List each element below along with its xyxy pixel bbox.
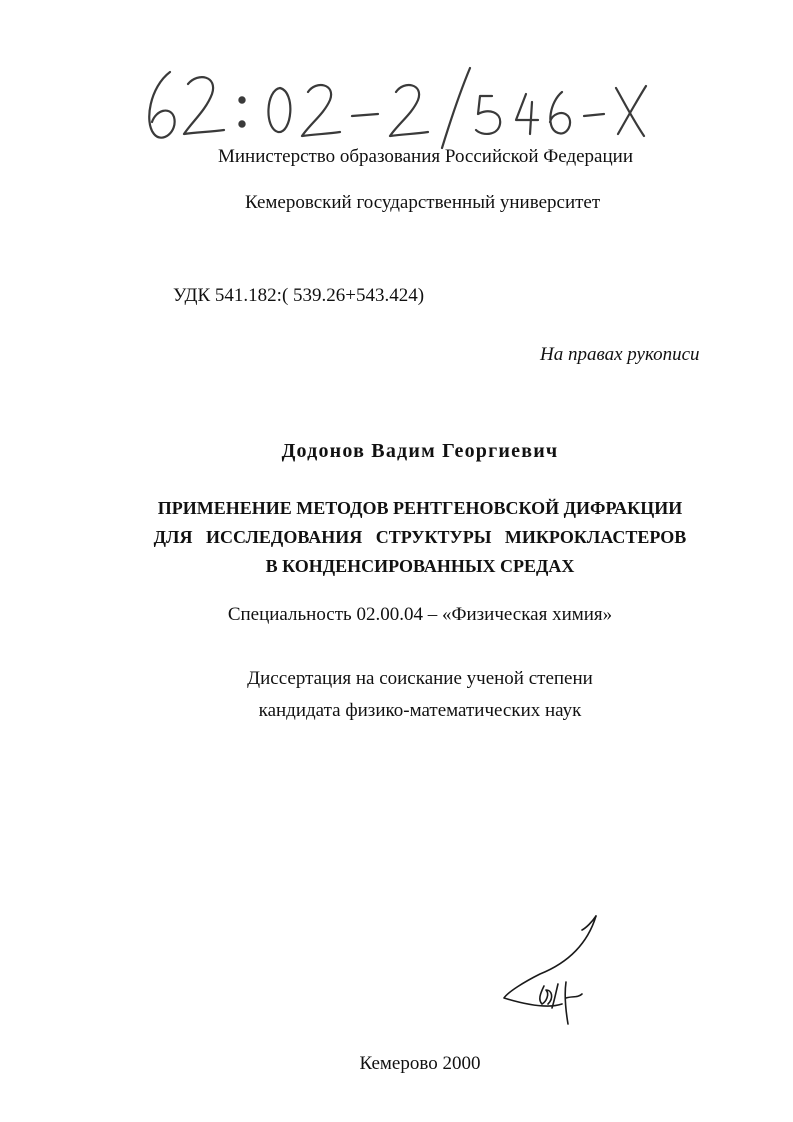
author-name: Додонов Вадим Георгиевич xyxy=(281,440,559,462)
title-line-3: В КОНДЕНСИРОВАННЫХ СРЕДАХ xyxy=(265,556,575,576)
dissertation-line-1: Диссертация на соискание ученой степени xyxy=(247,668,593,689)
rights-note: На правах рукописи xyxy=(540,344,700,365)
university-name: Кемеровский государственный университет xyxy=(245,192,601,213)
speciality: Специальность 02.00.04 – «Физическая химия» xyxy=(227,604,613,625)
handwritten-signature xyxy=(500,912,600,1032)
title-line-2: ДЛЯ ИССЛЕДОВАНИЯ СТРУКТУРЫ МИКРОКЛАСТЕРОВ xyxy=(153,527,687,547)
title-line-1: ПРИМЕНЕНИЕ МЕТОДОВ РЕНТГЕНОВСКОЙ ДИФРАКЦИИ xyxy=(157,498,683,518)
ministry-name: Министерство образования Российской Федерации xyxy=(218,146,633,167)
handwritten-archive-number xyxy=(140,62,660,152)
city-year: Кемерово 2000 xyxy=(359,1053,481,1074)
dissertation-line-2: кандидата физико-математических наук xyxy=(258,700,582,721)
udk-code: УДК 541.182:( 539.26+543.424) xyxy=(173,285,425,306)
